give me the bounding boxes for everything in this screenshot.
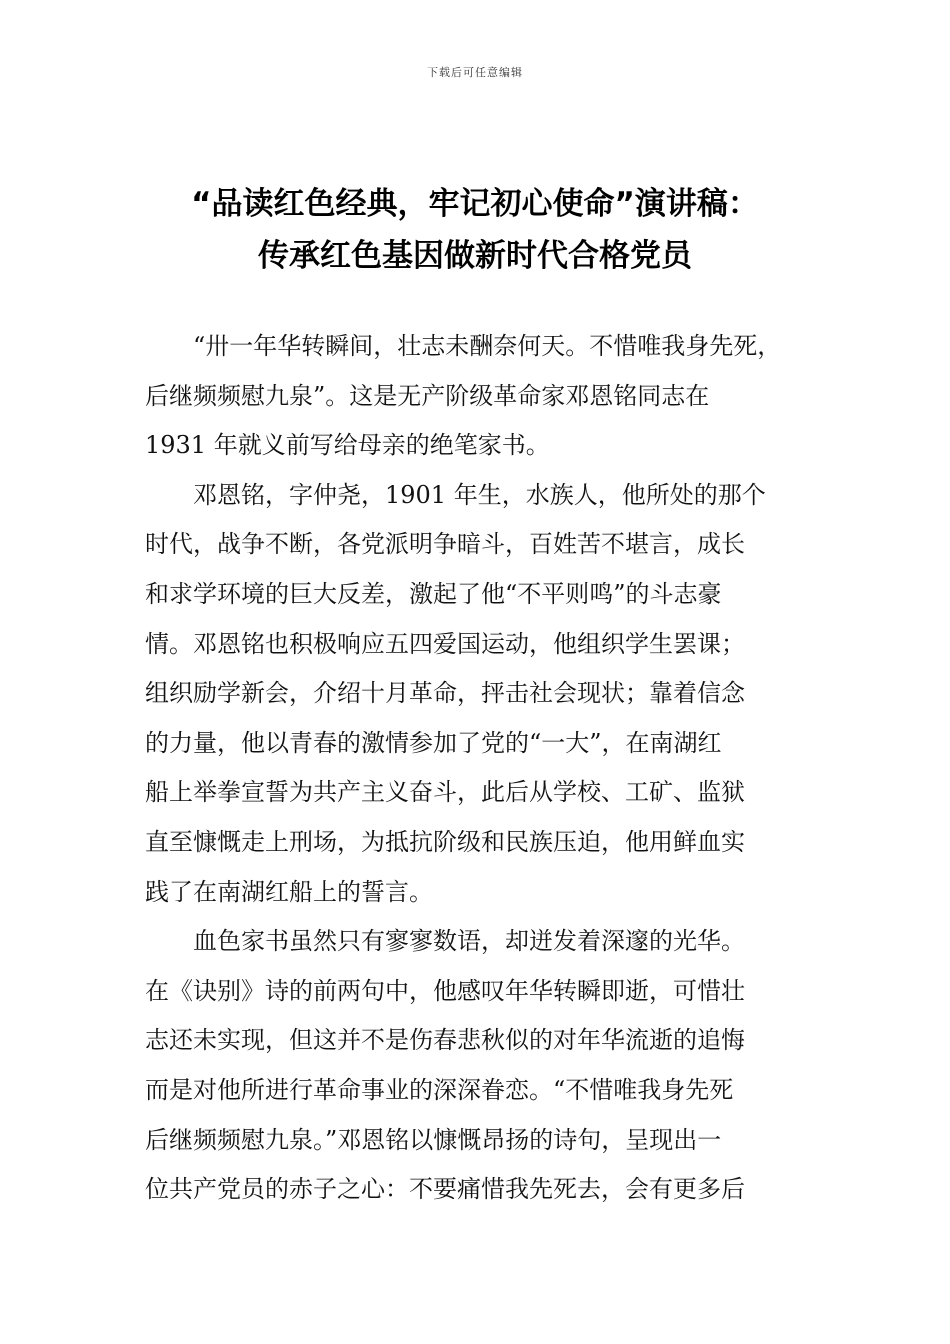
paragraph-3 bbox=[145, 917, 807, 1215]
paragraph-line: 后继频频慰九泉。”邓恩铭以慷慨昂扬的诗句，呈现出一 bbox=[145, 1125, 722, 1154]
paragraph-line: 位共产党员的赤子之心：不要痛惜我先死去，会有更多后 bbox=[145, 1175, 745, 1204]
paragraph-line: 后继频频慰九泉”。这是无产阶级革命家邓恩铭同志在 bbox=[145, 381, 710, 410]
paragraph-line: 时代，战争不断，各党派明争暗斗，百姓苦不堪言，成长 bbox=[145, 530, 745, 559]
title-line-1: “品读红色经典，牢记初心使命”演讲稿： bbox=[191, 186, 759, 222]
paragraph-line: 邓恩铭，字仲尧，1901 年生，水族人，他所处的那个 bbox=[193, 480, 766, 509]
paragraph-line: 志还未实现，但这并不是伤春悲秋似的对年华流逝的追悔 bbox=[145, 1026, 745, 1055]
paragraph-line: 组织励学新会，介绍十月革命，抨击社会现状；靠着信念 bbox=[145, 679, 745, 708]
paragraph-1 bbox=[145, 322, 807, 471]
page-header-note: 下载后可任意编辑 bbox=[427, 66, 523, 79]
paragraph-line: 情。邓恩铭也积极响应五四爱国运动，他组织学生罢课； bbox=[145, 629, 745, 658]
paragraph-line: 而是对他所进行革命事业的深深眷恋。“不惜唯我身先死 bbox=[145, 1075, 734, 1104]
paragraph-line: 1931 年就义前写给母亲的绝笔家书。 bbox=[145, 431, 550, 460]
paragraph-line: 和求学环境的巨大反差，激起了他“不平则鸣”的斗志豪 bbox=[145, 579, 722, 608]
document-body bbox=[145, 322, 807, 1215]
paragraph-line: 船上举拳宣誓为共产主义奋斗，此后从学校、工矿、监狱 bbox=[145, 778, 745, 807]
paragraph-line: “卅一年华转瞬间，壮志未酬奈何天。不惜唯我身先死， bbox=[193, 332, 782, 360]
paragraph-line: 在《诀别》诗的前两句中，他感叹年华转瞬即逝，可惜壮 bbox=[145, 976, 745, 1005]
paragraph-line: 血色家书虽然只有寥寥数语，却迸发着深邃的光华。 bbox=[193, 927, 745, 956]
paragraph-line: 直至慷慨走上刑场，为抵抗阶级和民族压迫，他用鲜血实 bbox=[145, 827, 745, 856]
paragraph-2 bbox=[145, 471, 807, 917]
paragraph-line: 践了在南湖红船上的誓言。 bbox=[145, 877, 433, 906]
document-title bbox=[120, 178, 830, 282]
title-line-2: 传承红色基因做新时代合格党员 bbox=[258, 238, 692, 274]
paragraph-line: 的力量，他以青春的激情参加了党的“一大”，在南湖红 bbox=[145, 728, 722, 757]
